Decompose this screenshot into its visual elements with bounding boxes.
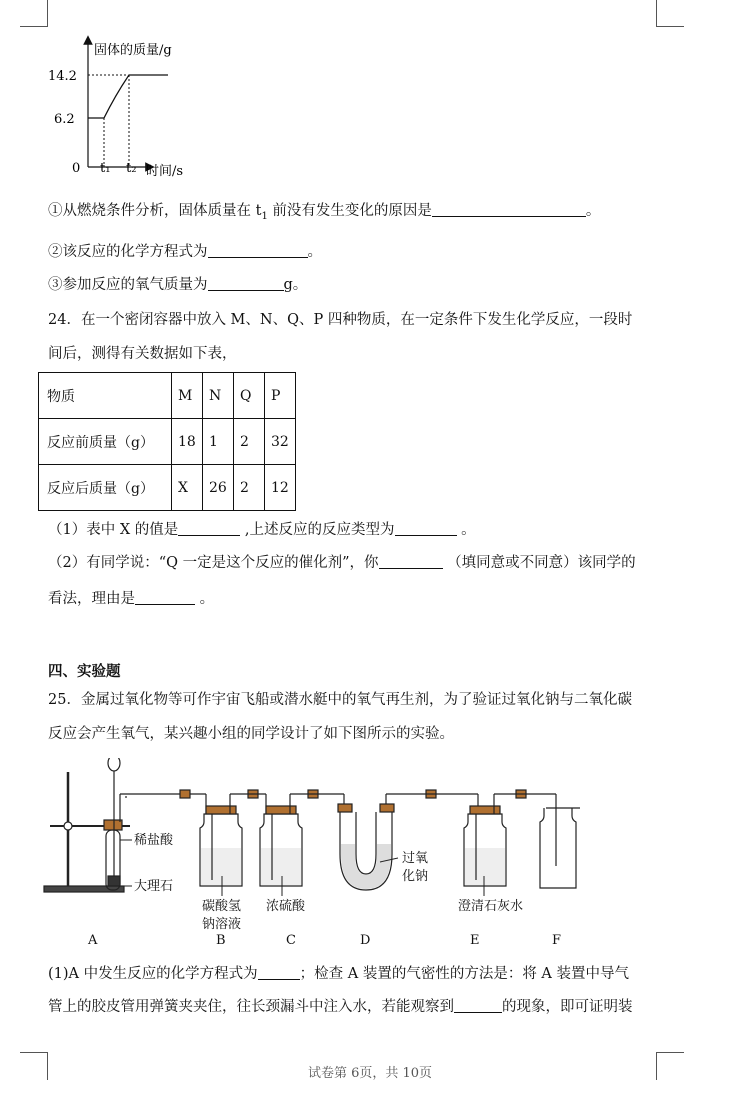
label-d-reagent-1: 过氧 — [402, 851, 429, 866]
apparatus-a — [44, 758, 206, 892]
table-cell: 反应后质量（g） — [39, 465, 172, 511]
graph-origin: 0 — [72, 161, 81, 176]
apparatus-e — [464, 794, 556, 886]
q25-sub1-line-1: (1)A 中发生反应的化学方程式为 ；检查 A 装置的气密性的方法是：将 A 装置中导气 — [48, 966, 630, 982]
letter-c: C — [286, 933, 296, 948]
table-cell: 2 — [234, 465, 265, 511]
q23-line-1: ①从燃烧条件分析，固体质量在 $t_1$ 前没有发生变化的原因是 。 — [48, 203, 601, 222]
apparatus-f — [540, 794, 580, 888]
label-d-reagent-2: 化钠 — [402, 869, 429, 884]
table-cell: 18 — [172, 419, 203, 465]
apparatus-c — [260, 794, 344, 886]
blank-oxygen-mass[interactable] — [208, 276, 284, 291]
graph-ylabel: 固体的质量/g — [94, 43, 172, 58]
blank-observation[interactable] — [454, 998, 502, 1013]
table-row — [39, 465, 296, 511]
letter-d: D — [360, 933, 371, 948]
blank-equation-a[interactable] — [258, 965, 300, 980]
table-cell: Q — [234, 373, 265, 419]
crop-mark-top-left-h — [20, 26, 48, 27]
table-cell: 物质 — [39, 373, 172, 419]
table-cell: 1 — [203, 419, 234, 465]
table-cell: 12 — [265, 465, 296, 511]
graph-xlabel: 时间/s — [146, 164, 184, 179]
mass-table — [38, 372, 296, 511]
page-footer: 试卷第 6页，共 10页 — [307, 1066, 433, 1081]
table-cell: 2 — [234, 419, 265, 465]
table-cell: 反应前质量（g） — [39, 419, 172, 465]
xtick-t2: t₂ — [126, 161, 137, 176]
blank-reaction-type[interactable] — [395, 521, 457, 536]
label-acid: 稀盐酸 — [134, 833, 174, 848]
table-cell: P — [265, 373, 296, 419]
mass-time-graph — [40, 32, 220, 182]
apparatus-b — [200, 794, 266, 886]
blank-reason-catalyst[interactable] — [135, 590, 195, 605]
q24-stem-1: 24．在一个密闭容器中放入 M、N、Q、P 四种物质，在一定条件下发生化学反应，一段时 — [48, 312, 633, 328]
blank-x-value[interactable] — [178, 521, 240, 536]
apparatus-diagram — [40, 758, 640, 953]
q25-stem-1: 25．金属过氧化物等可作宇宙飞船或潜水艇中的氧气再生剂，为了验证过氧化钠与二氧化碳 — [48, 692, 632, 708]
letter-e: E — [470, 933, 480, 948]
label-marble: 大理石 — [134, 879, 174, 894]
label-c-solution: 浓硫酸 — [266, 899, 306, 914]
label-b-solution-1: 碳酸氢 — [202, 899, 242, 914]
crop-mark-bottom-right-h — [656, 1052, 684, 1053]
q24-sub-2: （2）有同学说：“Q 一定是这个反应的催化剂”，你 （填同意或不同意）该同学的 — [48, 555, 636, 571]
ytick-6-2: 6.2 — [54, 112, 75, 127]
table-row — [39, 419, 296, 465]
blank-reason[interactable] — [432, 202, 586, 217]
ytick-14-2: 14.2 — [48, 69, 77, 84]
letter-a: A — [88, 933, 98, 948]
table-cell: N — [203, 373, 234, 419]
table-cell: X — [172, 465, 203, 511]
crop-mark-top-left-v — [47, 0, 48, 26]
q24-sub-2-cont: 看法，理由是 。 — [48, 591, 215, 607]
section-title: 四、实验题 — [48, 663, 121, 680]
q24-stem-2: 间后，测得有关数据如下表， — [48, 346, 237, 362]
q25-sub1-line-2: 管上的胶皮管用弹簧夹夹住，往长颈漏斗中注入水，若能观察到 的现象，即可证明装 — [48, 999, 633, 1015]
q23-line-2: ②该反应的化学方程式为 。 — [48, 244, 322, 260]
table-cell: M — [172, 373, 203, 419]
blank-agree[interactable] — [379, 554, 443, 569]
table-cell: 32 — [265, 419, 296, 465]
xtick-t1: t₁ — [100, 161, 111, 176]
table-header-row — [39, 373, 296, 419]
letter-f: F — [552, 933, 562, 948]
crop-mark-top-right-v — [656, 0, 657, 26]
letter-b: B — [216, 933, 226, 948]
q23-line-3: ③参加反应的氧气质量为 g。 — [48, 277, 308, 293]
blank-equation[interactable] — [208, 243, 308, 258]
q25-stem-2: 反应会产生氧气，某兴趣小组的同学设计了如下图所示的实验。 — [48, 726, 454, 742]
label-e-solution: 澄清石灰水 — [458, 899, 524, 914]
q24-sub-1: （1）表中 X 的值是 ,上述反应的反应类型为 。 — [48, 522, 476, 538]
crop-mark-bottom-left-h — [20, 1052, 48, 1053]
label-b-solution-2: 钠溶液 — [202, 917, 242, 932]
crop-mark-top-right-h — [656, 26, 684, 27]
table-cell: 26 — [203, 465, 234, 511]
mass-curve — [88, 75, 168, 118]
